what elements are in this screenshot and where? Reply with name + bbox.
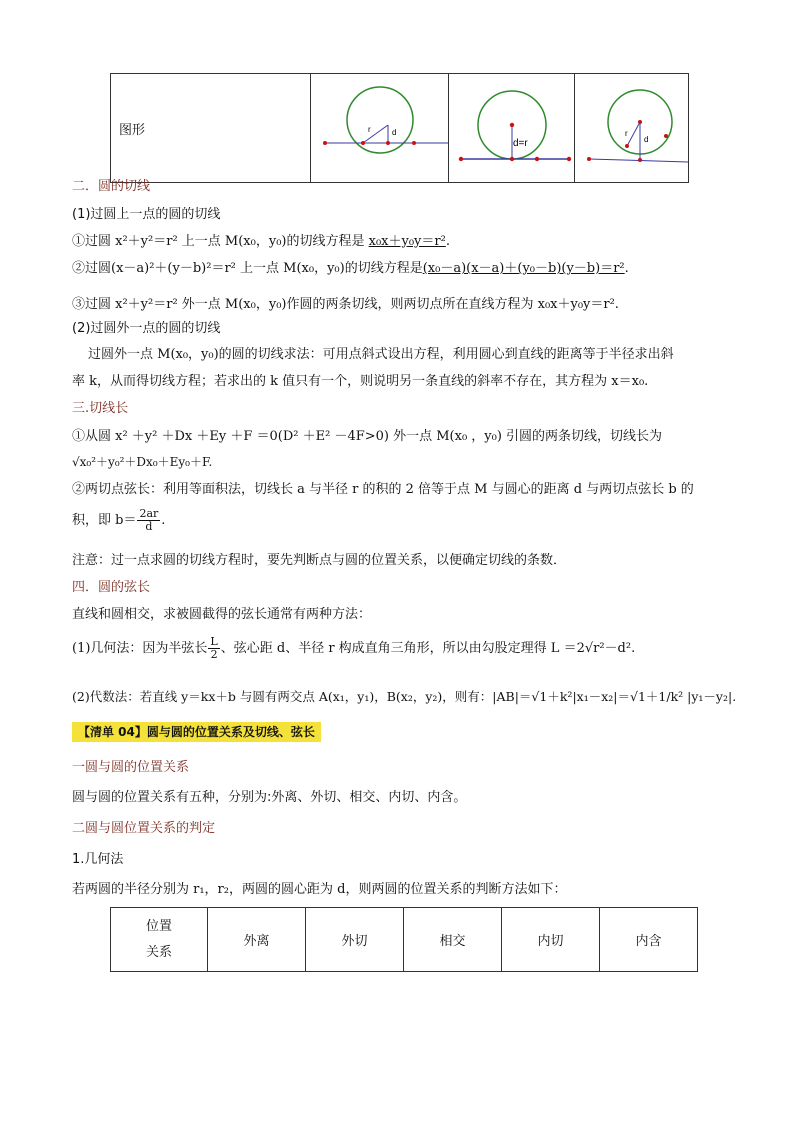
text: ①过圆 x²＋y²＝r² 上一点 M(x₀，y₀)的切线方程是 xyxy=(72,234,369,249)
figure-table xyxy=(110,73,689,183)
point xyxy=(361,141,365,145)
radius-line xyxy=(363,125,388,143)
secant-diagram-cell xyxy=(311,74,449,183)
text: ②过圆(x－a)²＋(y－b)²＝r² 上一点 M(x₀，y₀)的切线方程是 xyxy=(72,261,423,276)
numerator: L xyxy=(210,635,218,648)
figure-label: 图形 xyxy=(119,122,146,138)
paragraph: (2)代数法：若直线 y＝kx＋b 与圆有两交点 A(x₁，y₁)，B(x₂，y₂)，则有：|AB|＝√1＋k²|x₁－x₂|＝√1＋1/k² |y₁－y₂|. xyxy=(72,689,737,704)
relation-cell: 相交 xyxy=(404,908,502,972)
point xyxy=(510,157,514,161)
header-text: 关系 xyxy=(145,944,172,960)
section-judgement-title: 二圆与圆位置关系的判定 xyxy=(72,821,216,836)
underlined-formula: (x₀－a)(x－a)＋(y₀－b)(y－b)＝r² xyxy=(422,261,625,276)
figure-label-cell xyxy=(111,74,311,183)
radius-line xyxy=(627,122,640,146)
paragraph: 过圆外一点 M(x₀，y₀)的圆的切线求法：可用点斜式设出方程，利用圆心到直线的距离等于半径求出斜 xyxy=(88,347,674,362)
paragraph: 若两圆的半径分别为 r₁，r₂，两圆的圆心距为 d，则两圆的位置关系的判断方法如下： xyxy=(72,882,567,897)
text: 积，即 b＝ xyxy=(72,513,137,528)
d-label: d xyxy=(392,128,397,137)
point xyxy=(625,144,629,148)
point xyxy=(510,123,514,127)
underlined-formula: x₀x＋y₀y＝r² xyxy=(368,234,446,249)
paragraph: (2)过圆外一点的圆的切线 xyxy=(72,321,221,336)
point xyxy=(323,141,327,145)
separate-diagram-cell xyxy=(575,74,689,183)
relation-cell: 内含 xyxy=(600,908,698,972)
paragraph: 直线和圆相交，求被圆截得的弦长通常有两种方法： xyxy=(72,607,372,622)
paragraph: 1.几何法 xyxy=(72,852,124,867)
list-04-tag: 【清单 04】圆与圆的位置关系及切线、弦长 xyxy=(72,722,321,742)
point xyxy=(638,120,642,124)
point xyxy=(587,157,591,161)
header-text: 位置 xyxy=(145,918,172,934)
paragraph: (1)过圆上一点的圆的切线 xyxy=(72,207,221,222)
section-tangent-length-title: 三.切线长 xyxy=(72,401,129,416)
point xyxy=(412,141,416,145)
relation-table xyxy=(110,907,698,972)
d-equals-r-label: d=r xyxy=(513,138,528,149)
section-circle-relations-title: 一圆与圆的位置关系 xyxy=(72,760,190,775)
point xyxy=(664,134,668,138)
r-label: r xyxy=(625,129,628,138)
section-tangent-title: 二．圆的切线 xyxy=(72,179,151,194)
denominator: 2 xyxy=(210,648,218,661)
point xyxy=(638,158,642,162)
paragraph: ①过圆 x²＋y²＝r² 上一点 M(x₀，y₀)的切线方程是 x₀x＋y₀y＝r². xyxy=(72,234,450,249)
paragraph: ①从圆 x² ＋y² ＋Dx ＋Ey ＋F ＝0(D² ＋E² －4F>0) 外一点 M(x₀ ，y₀) 引圆的两条切线，切线长为 xyxy=(72,429,663,444)
text: (1)几何法：因为半弦长 xyxy=(72,641,208,656)
relation-header-cell xyxy=(111,908,208,972)
fraction xyxy=(208,636,219,661)
paragraph: ②过圆(x－a)²＋(y－b)²＝r² 上一点 M(x₀，y₀)的切线方程是(x₀－a)(x－a)＋(y₀－b)(y－b)＝r². xyxy=(72,261,629,276)
tangent-diagram-cell xyxy=(449,74,575,183)
denominator: d xyxy=(145,520,153,533)
point xyxy=(567,157,571,161)
paragraph: 率 k，从而得切线方程；若求出的 k 值只有一个，则说明另一条直线的斜率不存在，其方程为 x＝x₀. xyxy=(72,374,649,389)
formula: √x₀²＋y₀²＋Dx₀＋Ey₀＋F. xyxy=(72,455,213,469)
point xyxy=(459,157,463,161)
note: 注意：过一点求圆的切线方程时，要先判断点与圆的位置关系，以便确定切线的条数． xyxy=(72,553,567,568)
fraction xyxy=(137,508,160,533)
r-label: r xyxy=(368,125,371,134)
d-label: d xyxy=(644,135,649,144)
relation-cell: 内切 xyxy=(502,908,600,972)
paragraph: ②两切点弦长：利用等面积法，切线长 a 与半径 r 的积的 2 倍等于点 M 与圆心的距离 d 与两切点弦长 b 的 xyxy=(72,482,694,497)
point xyxy=(535,157,539,161)
point xyxy=(386,141,390,145)
secant-diagram xyxy=(311,74,448,178)
tangent-diagram xyxy=(449,74,574,178)
relation-cell: 外离 xyxy=(208,908,306,972)
paragraph: 积，即 b＝ $\frac{2ar}{d}$ . xyxy=(72,507,166,533)
text: 、弦心距 d、半径 r 构成直角三角形，所以由勾股定理得 L ＝2√r²－d². xyxy=(220,641,636,656)
section-chord-title: 四．圆的弦长 xyxy=(72,580,151,595)
paragraph: ③过圆 x²＋y²＝r² 外一点 M(x₀，y₀)作圆的两条切线，则两切点所在直线方程为 x₀x＋y₀y＝r². xyxy=(72,297,619,312)
relation-cell: 外切 xyxy=(306,908,404,972)
numerator: 2ar xyxy=(139,507,159,520)
paragraph: 圆与圆的位置关系有五种，分别为:外离、外切、相交、内切、内含。 xyxy=(72,790,467,805)
paragraph xyxy=(72,632,635,666)
separate-diagram xyxy=(575,74,688,178)
